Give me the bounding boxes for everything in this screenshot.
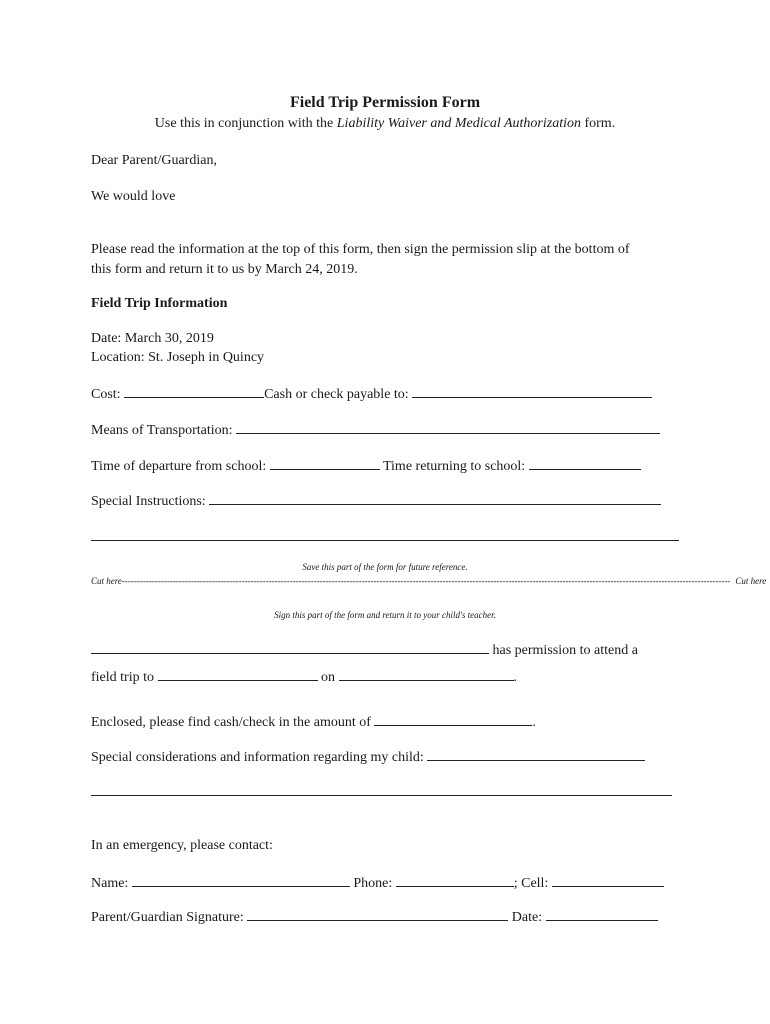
special-field-line-2[interactable] — [91, 540, 679, 541]
enclosed-label: Enclosed, please find cash/check in the amount of — [91, 715, 371, 730]
special-field[interactable] — [209, 491, 661, 505]
returning-label: Time returning to school: — [382, 459, 526, 474]
departure-label: Time of departure from school: — [91, 459, 267, 474]
considerations-row — [91, 747, 645, 767]
considerations-field-line-2[interactable] — [91, 795, 672, 796]
subtitle-suffix: form. — [580, 116, 616, 131]
cell-field[interactable] — [552, 873, 664, 887]
sign-note: Sign this part of the form and return it to your child's teacher. — [274, 610, 496, 620]
instructions-line-1: Please read the information at the top of this form, then sign the permission slip at the bottom of — [91, 242, 630, 257]
amount-field[interactable] — [374, 712, 532, 726]
transport-field[interactable] — [236, 420, 660, 434]
contact-name-field[interactable] — [132, 873, 350, 887]
subtitle-prefix: Use this in conjunction with the — [154, 116, 337, 131]
payable-field[interactable] — [412, 384, 652, 398]
signature-label: Parent/Guardian Signature: — [91, 910, 244, 925]
name-label: Name: — [91, 876, 129, 891]
enclosed-row — [91, 712, 536, 732]
considerations-label: Special considerations and information regarding my child: — [91, 750, 424, 765]
field-trip-to-label: field trip to — [91, 670, 154, 685]
enclosed-period: . — [532, 715, 536, 730]
cut-label-right: Cut here — [735, 576, 767, 586]
trip-destination-row — [91, 667, 517, 687]
transport-label: Means of Transportation: — [91, 423, 233, 438]
payable-label: Cash or check payable to: — [264, 387, 409, 402]
special-row — [91, 491, 661, 511]
times-row — [91, 456, 641, 476]
instructions-line-2: this form and return it to us by March 24, 2019. — [91, 262, 358, 277]
phone-field[interactable] — [396, 873, 514, 887]
save-note: Save this part of the form for future reference. — [302, 562, 468, 572]
cut-line — [91, 576, 767, 586]
cost-field[interactable] — [124, 384, 264, 398]
intro-text: We would love — [91, 189, 176, 204]
signature-date-field[interactable] — [546, 907, 658, 921]
special-label: Special Instructions: — [91, 494, 206, 509]
child-name-field[interactable] — [91, 640, 489, 654]
emergency-text: In an emergency, please contact: — [91, 838, 273, 853]
transport-row — [91, 420, 660, 440]
cut-dashes: ----------------------------------------------------------------------------------------------------------------------------------------------------------------------------------------------------------- — [121, 576, 731, 586]
subtitle-italic: Liability Waiver and Medical Authorization — [336, 116, 581, 131]
cell-label: ; Cell: — [513, 876, 549, 891]
form-title: Field Trip Permission Form — [289, 94, 481, 111]
contact-row — [91, 873, 664, 893]
signature-field[interactable] — [247, 907, 508, 921]
signature-date-label: Date: — [511, 910, 543, 925]
departure-field[interactable] — [270, 456, 380, 470]
returning-field[interactable] — [529, 456, 641, 470]
cost-label: Cost: — [91, 387, 121, 402]
on-label: on — [321, 670, 335, 685]
cost-row — [91, 384, 652, 404]
phone-label: Phone: — [353, 876, 393, 891]
cut-label-left: Cut here — [91, 576, 122, 586]
section-heading: Field Trip Information — [91, 296, 228, 311]
considerations-field[interactable] — [427, 747, 645, 761]
destination-period: . — [513, 670, 517, 685]
destination-field[interactable] — [158, 667, 318, 681]
has-permission-text: has permission to attend a — [492, 643, 638, 658]
greeting: Dear Parent/Guardian, — [91, 153, 217, 168]
permission-row — [91, 640, 638, 660]
trip-date: Date: March 30, 2019 — [91, 331, 214, 346]
trip-date-field[interactable] — [339, 667, 514, 681]
signature-row — [91, 907, 658, 927]
trip-location: Location: St. Joseph in Quincy — [91, 350, 265, 365]
form-subtitle — [0, 116, 770, 132]
